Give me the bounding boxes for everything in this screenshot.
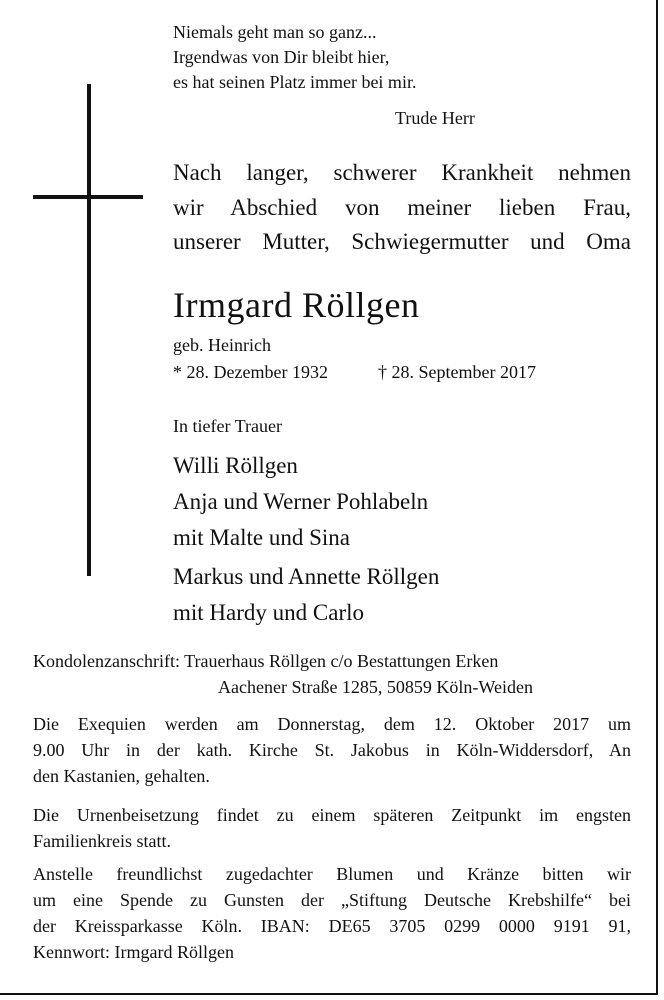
deceased-name: Irmgard Röllgen bbox=[173, 285, 420, 325]
paragraph-line: 9.00 Uhr in der kath. Kirche St. Jakobus in Köln-Widdersdorf, An bbox=[33, 740, 631, 760]
paragraph-line: Die Exequien werden am Donnerstag, dem 12. Oktober 2017 um bbox=[33, 714, 631, 734]
poem-line: Irgendwas von Dir bleibt hier, bbox=[173, 47, 390, 67]
donation-paragraph bbox=[33, 861, 631, 965]
death-date: † 28. September 2017 bbox=[378, 362, 536, 382]
exequien-paragraph bbox=[33, 711, 631, 789]
paragraph-line: Anstelle freundlichst zugedachter Blumen und Kränze bitten wir bbox=[33, 864, 631, 884]
mourner-line: mit Malte und Sina bbox=[173, 525, 350, 550]
condolence-address: Kondolenzanschrift: Trauerhaus Röllgen c/o Bestattungen Erken bbox=[33, 651, 499, 671]
mourner-line: mit Hardy und Carlo bbox=[173, 600, 364, 625]
poem-line: es hat seinen Platz immer bei mir. bbox=[173, 72, 417, 92]
poem-author: Trude Herr bbox=[395, 108, 475, 128]
maiden-name: geb. Heinrich bbox=[173, 335, 271, 355]
intro-line: Nach langer, schwerer Krankheit nehmen bbox=[173, 160, 631, 185]
mourning-heading: In tiefer Trauer bbox=[173, 416, 282, 436]
paragraph-line: der Kreissparkasse Köln. IBAN: DE65 3705 0299 0000 9191 91, bbox=[33, 916, 631, 936]
birth-date: * 28. Dezember 1932 bbox=[173, 362, 328, 382]
cross-icon bbox=[87, 84, 91, 576]
poem bbox=[173, 20, 416, 95]
intro-text bbox=[173, 156, 631, 260]
intro-line: wir Abschied von meiner lieben Frau, bbox=[173, 194, 631, 220]
urne-paragraph bbox=[33, 802, 631, 854]
mourner-line: Markus und Annette Röllgen bbox=[173, 564, 440, 589]
paragraph-line: den Kastanien, gehalten. bbox=[33, 766, 210, 786]
paragraph-line: Familienkreis statt. bbox=[33, 831, 171, 851]
intro-line: unserer Mutter, Schwiegermutter und Oma bbox=[173, 229, 631, 254]
paragraph-line: Die Urnenbeisetzung findet zu einem späteren Zeitpunkt im engsten bbox=[33, 805, 631, 825]
cross-icon-bar bbox=[33, 195, 143, 199]
paragraph-line: Kennwort: Irmgard Röllgen bbox=[33, 942, 234, 962]
mourner-line: Anja und Werner Pohlabeln bbox=[173, 489, 429, 514]
condolence-street: Aachener Straße 1285, 50859 Köln-Weiden bbox=[218, 677, 533, 697]
mourner-line: Willi Röllgen bbox=[173, 453, 298, 478]
paragraph-line: um eine Spende zu Gunsten der „Stiftung Deutsche Krebshilfe“ bei bbox=[33, 890, 631, 910]
mourners-list bbox=[173, 448, 439, 631]
poem-line: Niemals geht man so ganz... bbox=[173, 22, 377, 42]
